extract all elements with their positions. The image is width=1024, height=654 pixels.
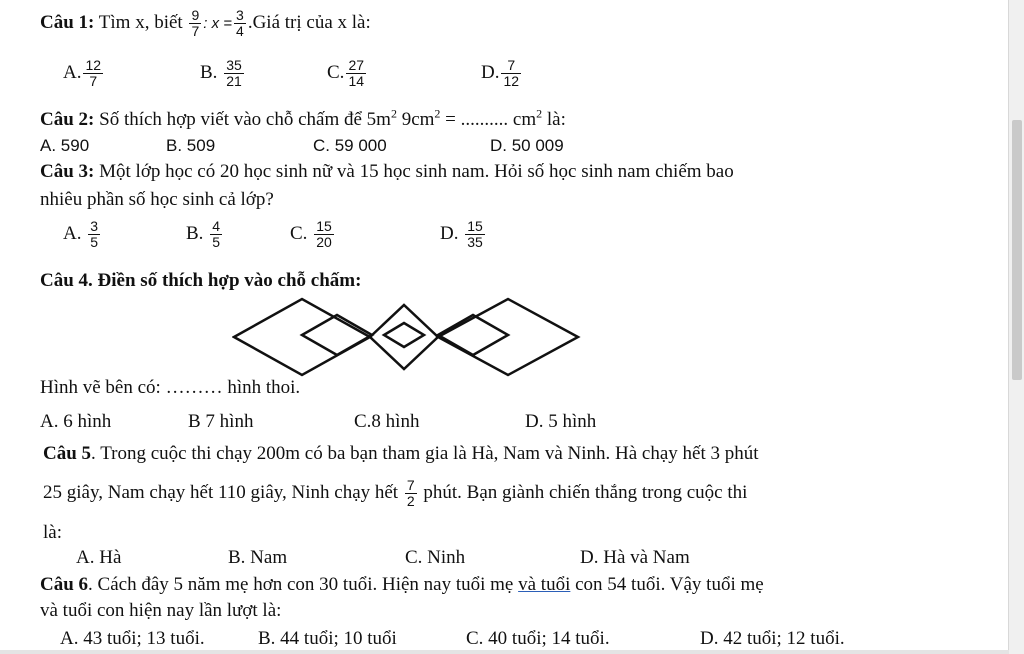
q4-stem: Câu 4. Điền số thích hợp vào chỗ chấm: [40, 270, 362, 291]
q2-label: Câu 2: [40, 109, 95, 130]
q6-option-b: B. 44 tuổi; 10 tuổi [258, 628, 397, 649]
q6-label: Câu 6 [40, 574, 89, 595]
q3-stem-line1: Câu 3: Một lớp học có 20 học sinh nữ và 15 học sinh nam. Hỏi số học sinh nam chiếm bao [40, 161, 734, 182]
q1-eq-mid: : x = [203, 14, 233, 32]
rhombus-2 [302, 315, 372, 355]
q1-label: Câu 1: [40, 11, 95, 33]
rhombus-5 [438, 299, 578, 375]
q1-option-a: A. $\frac{12}{7}$ [63, 57, 102, 89]
q3-option-a: A. $\frac{3}{5}$ [63, 218, 99, 250]
q2-option-b: B. 509 [166, 136, 216, 155]
q1-option-c: C. $\frac{27}{14}$ [327, 57, 365, 89]
q5-stem-line2: 25 giây, Nam chạy hết 110 giây, Ninh chạy hết $\frac{7}{2}$ phút. Bạn giành chiến thắng trong cuộc thi [43, 477, 748, 509]
q6-option-c: C. 40 tuổi; 14 tuổi. [466, 628, 610, 649]
q2-option-c: C. 59 000 [313, 136, 387, 155]
q1-text-after: .Giá trị của x là: [247, 11, 371, 33]
q1-option-b: B. $\frac{35}{21}$ [200, 57, 242, 89]
q2-option-a: A. 590 [40, 136, 90, 155]
q3-option-d: D. $\frac{15}{35}$ [440, 218, 483, 250]
bottom-edge [0, 650, 1009, 654]
rhombus-1 [234, 299, 370, 375]
q5-option-a: A. Hà [76, 547, 122, 568]
q4-label: Câu 4. [40, 270, 93, 291]
q3-option-c: C. $\frac{15}{20}$ [290, 218, 332, 250]
q5-stem-line1: Câu 5. Trong cuộc thi chạy 200m có ba bạn tham gia là Hà, Nam và Ninh. Hà chạy hết 3 phút [43, 443, 759, 464]
q1-option-d: D. $\frac{7}{12}$ [481, 57, 520, 89]
rhombus-6 [438, 315, 508, 355]
q6-stem-line1: Câu 6. Cách đây 5 năm mẹ hơn con 30 tuổi. Hiện nay tuổi mẹ và tuổi con 54 tuổi. Vậy tuổi mẹ [40, 574, 764, 595]
q6-underlined-text: và tuổi [518, 574, 571, 595]
q6-option-a: A. 43 tuổi; 13 tuổi. [60, 628, 205, 649]
q1-text: Tìm x, biết [98, 11, 183, 33]
q5-stem-line3: là: [43, 522, 62, 543]
q5-label: Câu 5 [43, 443, 92, 464]
q6-option-d: D. 42 tuổi; 12 tuổi. [700, 628, 845, 649]
q1-eq-frac2: $\frac{3}{4}$ [236, 7, 244, 39]
q4-option-b: B 7 hình [188, 411, 254, 432]
q5-option-c: C. Ninh [405, 547, 466, 568]
rhombus-4 [384, 323, 424, 347]
q3-option-b: B. $\frac{4}{5}$ [186, 218, 220, 250]
q4-figure-line: Hình vẽ bên có: ……… hình thoi. [40, 377, 301, 398]
q6-stem-line2: và tuổi con hiện nay lần lượt là: [40, 600, 282, 621]
rhombus-3 [370, 305, 438, 369]
q3-label: Câu 3: [40, 161, 95, 182]
q2-stem: Câu 2: Số thích hợp viết vào chỗ chấm để $5m^2$ $9cm^2$ = .......... $cm^2$ là: [40, 106, 566, 130]
q1-stem [40, 8, 371, 39]
q4-option-c: C.8 hình [354, 411, 420, 432]
q3-stem-line2: nhiêu phần số học sinh cả lớp? [40, 189, 274, 210]
q5-option-d: D. Hà và Nam [580, 547, 690, 568]
q5-fraction: $\frac{7}{2}$ [406, 477, 415, 509]
q4-option-a: A. 6 hình [40, 411, 112, 432]
q1-eq-frac1: $\frac{9}{7}$ [191, 7, 200, 39]
scrollbar-thumb[interactable] [1012, 120, 1022, 380]
q5-option-b: B. Nam [228, 547, 288, 568]
q4-option-d: D. 5 hình [525, 411, 597, 432]
q2-option-d: D. 50 009 [490, 136, 564, 155]
vertical-scrollbar[interactable] [1008, 0, 1024, 654]
rhombus-figure [232, 295, 582, 380]
